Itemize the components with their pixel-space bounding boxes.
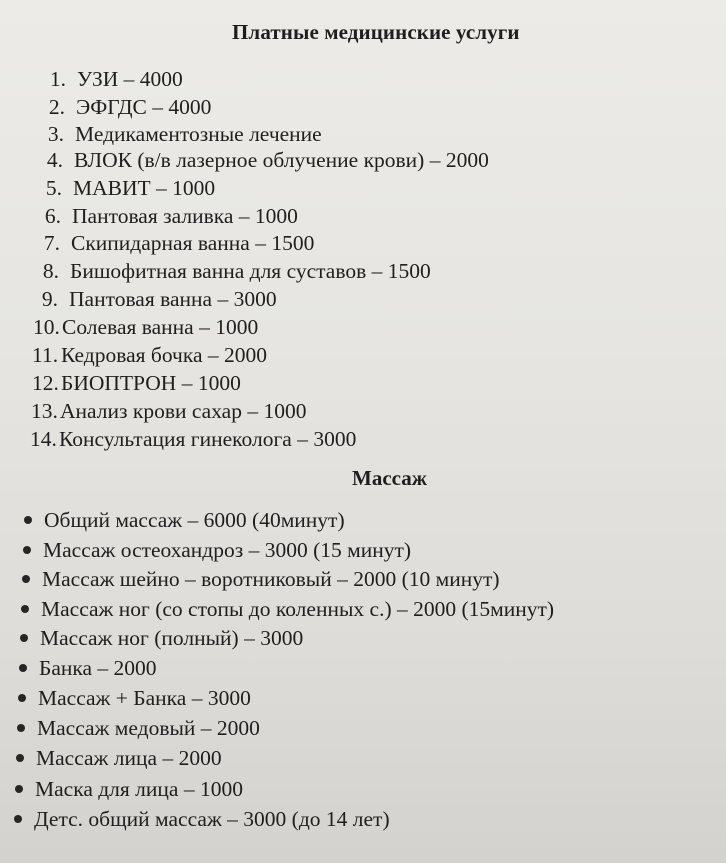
list-item — [20, 625, 303, 651]
bullet-icon — [21, 605, 29, 613]
list-item — [48, 66, 183, 92]
list-item — [30, 426, 356, 452]
item-text: Детс. общий массаж – 3000 (до 14 лет) — [34, 807, 390, 831]
bullet-icon — [24, 516, 32, 524]
bullet-icon — [16, 754, 24, 762]
list-item — [22, 566, 500, 592]
list-item — [23, 537, 411, 563]
item-text: Солевая ванна – 1000 — [62, 315, 259, 339]
list-item — [42, 230, 314, 256]
item-text: Массаж + Банка – 3000 — [38, 686, 251, 710]
item-number: 10. — [33, 315, 60, 339]
item-number: 7. — [43, 231, 60, 255]
item-text: ЭФГДС – 4000 — [76, 95, 212, 119]
item-text: Массаж медовый – 2000 — [37, 716, 260, 740]
item-number: 9. — [41, 287, 58, 311]
page-title: Платные медицинские услуги — [232, 20, 520, 44]
list-item — [16, 745, 222, 771]
list-item — [44, 175, 215, 201]
item-text: ВЛОК (в/в лазерное облучение крови) – 2000 — [74, 148, 489, 172]
list-item — [47, 94, 211, 120]
item-number: 13. — [31, 399, 58, 423]
list-item — [41, 258, 431, 284]
bullet-icon — [23, 546, 31, 554]
item-text: Массаж шейно – воротниковый – 2000 (10 минут) — [42, 567, 500, 591]
list-item — [40, 286, 277, 312]
bullet-icon — [19, 664, 27, 672]
list-item — [32, 370, 241, 396]
list-item — [21, 596, 554, 622]
item-text: МАВИТ – 1000 — [73, 176, 216, 200]
item-text: БИОПТРОН – 1000 — [61, 371, 241, 395]
bullet-icon — [14, 815, 22, 823]
item-number: 1. — [49, 67, 66, 91]
item-text: Кедровая бочка – 2000 — [61, 343, 268, 367]
item-number: 14. — [30, 427, 57, 451]
item-text: Маска для лица – 1000 — [35, 777, 243, 801]
item-text: Общий массаж – 6000 (40минут) — [44, 508, 345, 532]
item-number: 5. — [45, 176, 62, 200]
item-text: Пантовая заливка – 1000 — [72, 204, 298, 228]
list-item — [15, 776, 243, 802]
item-text: Консультация гинеколога – 3000 — [59, 427, 357, 451]
bullet-icon — [22, 575, 30, 583]
item-text: Анализ крови сахар – 1000 — [60, 399, 307, 423]
item-text: Массаж остеохандроз – 3000 (15 минут) — [43, 538, 412, 562]
list-item — [46, 121, 322, 147]
list-item — [14, 806, 390, 832]
item-number: 8. — [42, 259, 59, 283]
item-number: 4. — [46, 148, 63, 172]
bullet-icon — [17, 724, 25, 732]
bullet-icon — [18, 694, 26, 702]
list-item — [43, 203, 298, 229]
item-text: УЗИ – 4000 — [77, 67, 183, 91]
item-text: Массаж ног (со стопы до коленных с.) – 2000 (15минут) — [41, 597, 555, 621]
item-text: Скипидарная ванна – 1500 — [71, 231, 315, 255]
item-number: 3. — [47, 122, 64, 146]
item-text: Бишофитная ванна для суставов – 1500 — [70, 259, 431, 283]
item-number: 11. — [32, 343, 59, 367]
item-text: Массаж ног (полный) – 3000 — [40, 626, 304, 650]
section-title-massage: Массаж — [352, 466, 427, 490]
item-number: 12. — [32, 371, 59, 395]
list-item — [17, 715, 260, 741]
list-item — [31, 398, 306, 424]
bullet-icon — [15, 785, 23, 793]
bullet-icon — [20, 634, 28, 642]
item-text: Банка – 2000 — [39, 656, 157, 680]
item-number: 2. — [48, 95, 65, 119]
item-number: 6. — [44, 204, 61, 228]
list-item — [24, 507, 345, 533]
list-item — [18, 685, 251, 711]
list-item — [19, 655, 157, 681]
list-item — [33, 314, 258, 340]
list-item — [45, 147, 489, 173]
item-text: Массаж лица – 2000 — [36, 746, 222, 770]
list-item — [32, 342, 267, 368]
item-text: Пантовая ванна – 3000 — [69, 287, 277, 311]
item-text: Медикаментозные лечение — [75, 122, 322, 146]
